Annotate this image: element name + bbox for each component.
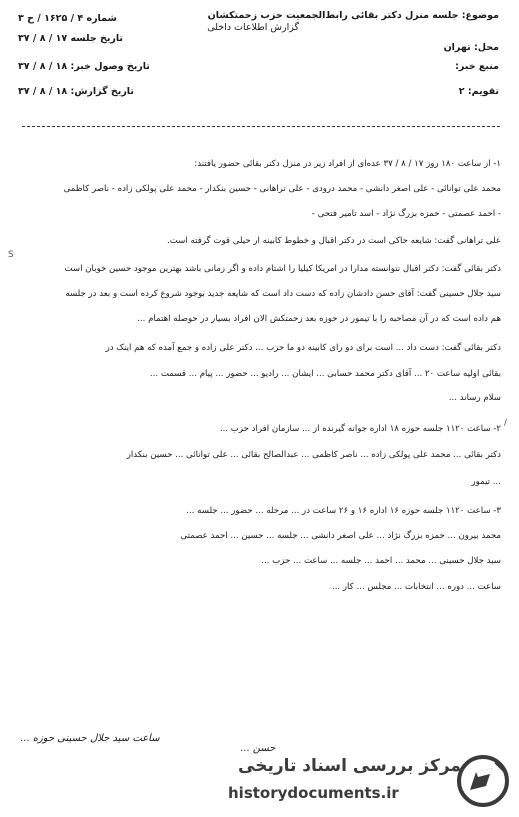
watermark xyxy=(220,752,515,812)
evaluation-line: تقویم: ۲ xyxy=(458,86,499,97)
source-line: منبع خبر: xyxy=(455,61,499,72)
separator-rule xyxy=(22,126,500,127)
body-line: ۱- از ساعت ۱۸۰ روز ۱۷ / ۸ / ۳۷ عده‌ای از افراد زیر در منزل دکتر بقائی حضور یافتند: xyxy=(194,159,501,169)
document-number: شماره ۴ / ۱۶۲۵ / ح ۳ xyxy=(18,13,117,24)
body-line: سلام رساند ... xyxy=(448,393,501,403)
body-line: دکتر بقائی گفت: دکتر اقبال نتوانسته مدارا در امریکا کیلیا را اشتام داده و اگر زمانی باشد بهترین موجود حسین خوبان است xyxy=(64,264,501,274)
body-line: محمد علی توانائی - علی اصغر دانشی - محمد درودی - علی تراهانی - حسین بنکدار - محمد علی پولکی زاده - ناصر کاظمی xyxy=(63,184,501,194)
signature: ساعت سید جلال حسینی حوزه ... xyxy=(20,733,160,744)
meeting-date: تاریخ جلسه ۱۷ / ۸ / ۳۷ xyxy=(18,33,124,44)
body-line: دکتر بقائی گفت: دست داد ... است برای دو رای کابینه دو ما حزب ... دکتر علی زاده و جمع آمده که هم اینک در xyxy=(105,343,501,353)
subject-line: موضوع: جلسه منزل دکتر بقائی رابط‌الجمعیت حزب زحمتکشان xyxy=(207,10,499,21)
body-line: علی تراهانی گفت: شایعه حاکی است در دکتر اقبال و خطوط کابینه ار حیلی قوت گرفته است. xyxy=(167,236,501,246)
receipt-date: تاریخ وصول خبر: ۱۸ / ۸ / ۳۷ xyxy=(18,61,150,72)
report-date: تاریخ گزارش: ۱۸ / ۸ / ۳۷ xyxy=(18,86,134,97)
body-line: بقائی اولیه ساعت ۲۰ ... آقای دکتر محمد حسابی ... ایشان ... رادیو ... حضور ... پیام ... قسمت ... xyxy=(149,369,501,379)
body-line: سید جلال حسینی ... محمد ... احمد ... جلسه ... ساعت ... حزب ... xyxy=(261,556,501,566)
body-line: ... تیمور xyxy=(471,477,501,487)
body-line: دکتر بقائی ... محمد علی پولکی زاده ... ناصر کاظمی ... عبدالصالح بقائی ... علی توانائی ... حسین بنکدار xyxy=(126,450,501,460)
location-line: محل: تهران xyxy=(443,42,499,53)
body-line: هم داده است که در آن مصاحبه را با تیمور در حوزه بعد زحمتکش الان افراد بسیار در حوصله اهتمام ... xyxy=(137,314,501,324)
body-line: محمد بیرون ... حمزه بزرگ نژاد ... علی اصغر دانشی ... جلسه ... حسین ... احمد عصمتی xyxy=(180,531,501,541)
body-line: ۳- ساعت ۱۱۲۰ جلسه حوزه ۱۶ اداره ۱۶ و ۲۶ ساعت در ... مرحله ... حضور ... جلسه ... xyxy=(186,506,501,516)
watermark-url: historydocuments.ir xyxy=(228,784,399,802)
body-line: ساعت ... دوره ... انتخابات ... مجلس ... کار ... xyxy=(331,582,501,592)
body-line: - احمد عصمتی - حمزه بزرگ نژاد - اسد تامیر فتحی - xyxy=(311,209,501,219)
body-line: ۲- ساعت ۱۱۲۰ جلسه حوزه ۱۸ اداره جوانه گیرنده از ... سازمان افراد حزب ... xyxy=(219,424,501,434)
margin-mark: / xyxy=(504,418,508,428)
body-line: سید جلال حسینی گفت: آقای حسن دادشان زاده که دست داد است که شایعه جدید بوجود شروع کرده است و بعد در جلسه xyxy=(65,289,501,299)
signature-right: حسن ... xyxy=(240,743,276,754)
archive-logo-icon xyxy=(456,754,510,808)
margin-mark: S xyxy=(8,250,14,260)
subject-line-2: گزارش اطلاعات داخلی xyxy=(207,22,299,33)
watermark-title: مرکز بررسی اسناد تاریخی xyxy=(238,756,461,776)
